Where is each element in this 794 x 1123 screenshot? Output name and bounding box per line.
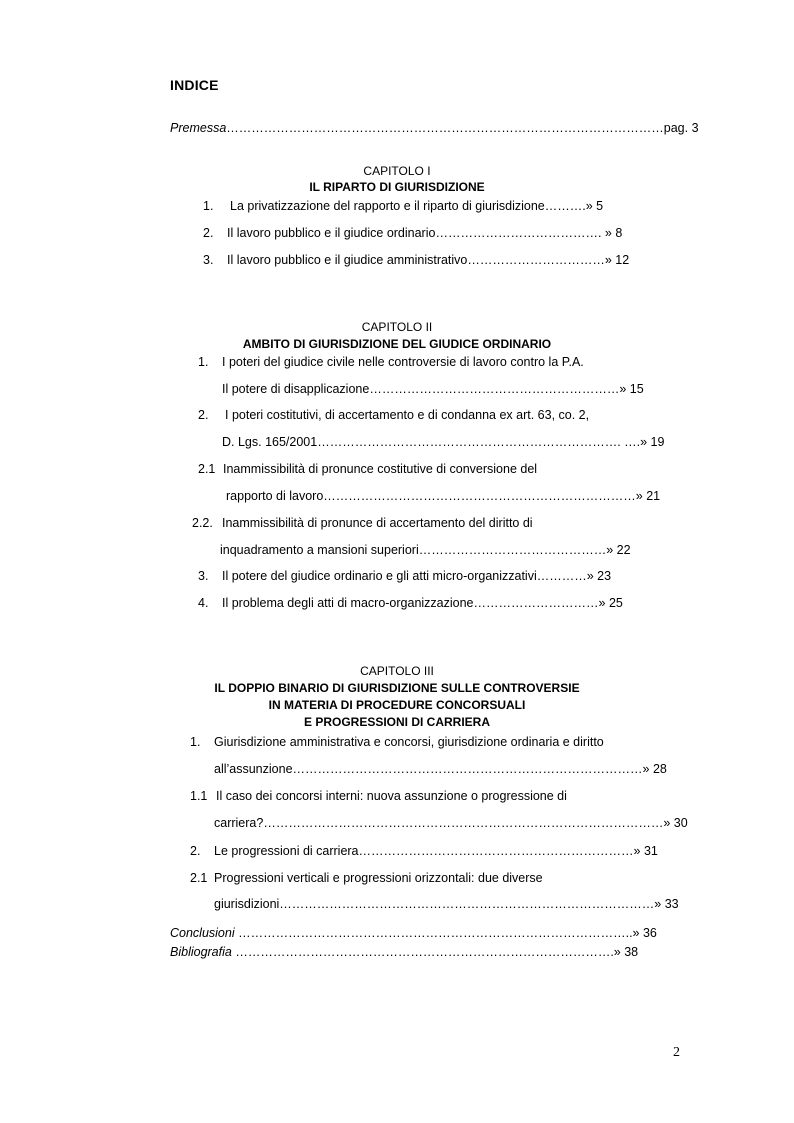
toc-entry bbox=[190, 871, 543, 885]
toc-entry bbox=[203, 199, 603, 213]
chapter-title: AMBITO DI GIURISDIZIONE DEL GIUDICE ORDINARIO bbox=[242, 337, 552, 351]
chapter-title: IL RIPARTO DI GIURISDIZIONE bbox=[309, 180, 485, 194]
toc-entry-text: Il problema degli atti di macro-organizzazione…………………………» 25 bbox=[222, 596, 623, 610]
toc-entry-number: 1. bbox=[198, 355, 209, 369]
toc-entry bbox=[190, 789, 567, 803]
chapter-title-line: E PROGRESSIONI DI CARRIERA bbox=[303, 715, 491, 729]
toc-entry-text: I poteri costitutivi, di accertamento e di condanna ex art. 63, co. 2, bbox=[225, 408, 590, 422]
toc-entry-premessa bbox=[170, 121, 699, 135]
toc-leader-dots: ……………………………………………………………………………….» 38 bbox=[235, 945, 639, 959]
chapter-title-line: IL DOPPIO BINARIO DI GIURISDIZIONE SULLE CONTROVERSIE bbox=[214, 681, 580, 695]
toc-entry-number: 2.1 bbox=[198, 462, 216, 476]
toc-entry bbox=[198, 569, 611, 583]
toc-entry bbox=[198, 462, 537, 476]
toc-entry-number: 4. bbox=[198, 596, 209, 610]
toc-entry-text: Inammissibilità di pronunce di accertamento del diritto di bbox=[222, 516, 533, 530]
toc-entry-label: Bibliografia bbox=[170, 945, 232, 959]
toc-entry-number: 3. bbox=[203, 253, 214, 267]
toc-entry-conclusioni bbox=[170, 926, 657, 940]
toc-entry bbox=[203, 226, 622, 240]
toc-entry-text: Progressioni verticali e progressioni orizzontali: due diverse bbox=[214, 871, 543, 885]
toc-entry-label: Conclusioni bbox=[170, 926, 235, 940]
chapter-title-line: IN MATERIA DI PROCEDURE CONCORSUALI bbox=[268, 698, 526, 712]
toc-entry bbox=[203, 253, 629, 267]
toc-entry-number: 1. bbox=[190, 735, 201, 749]
toc-entry bbox=[198, 408, 589, 422]
chapter-heading: CAPITOLO II bbox=[361, 320, 433, 334]
toc-entry-number: 1. bbox=[203, 199, 214, 213]
toc-entry-text: Il caso dei concorsi interni: nuova assunzione o progressione di bbox=[216, 789, 567, 803]
toc-entry-number: 2. bbox=[198, 408, 209, 422]
toc-entry-text: La privatizzazione del rapporto e il riparto di giurisdizione……….» 5 bbox=[230, 199, 604, 213]
toc-entry-continuation: inquadramento a mansioni superiori………………………………………» 22 bbox=[220, 543, 631, 557]
toc-entry-continuation: giurisdizioni………………………………………………………………………………» 33 bbox=[214, 897, 679, 911]
toc-entry-continuation: D. Lgs. 165/2001………………………………………………………………. ….» 19 bbox=[222, 435, 665, 449]
toc-entry-text: Giurisdizione amministrativa e concorsi, giurisdizione ordinaria e diritto bbox=[214, 735, 604, 749]
toc-entry bbox=[198, 355, 584, 369]
chapter-heading: CAPITOLO III bbox=[360, 664, 434, 678]
toc-entry-text: Il potere del giudice ordinario e gli atti micro-organizzativi…………» 23 bbox=[222, 569, 612, 583]
toc-entry-text: Il lavoro pubblico e il giudice ordinario…………………………………. » 8 bbox=[227, 226, 623, 240]
toc-entry-number: 2. bbox=[203, 226, 214, 240]
toc-leader-dots: …………………………………………………………………………………..» 36 bbox=[238, 926, 657, 940]
chapter-heading: CAPITOLO I bbox=[363, 164, 431, 178]
toc-entry-text: Inammissibilità di pronunce costitutive di conversione del bbox=[223, 462, 538, 476]
toc-page-ref: pag. 3 bbox=[663, 121, 699, 135]
toc-entry-continuation: carriera?……………………………………………………………………………………» 30 bbox=[214, 816, 688, 830]
toc-entry-text: Le progressioni di carriera…………………………………………………………» 31 bbox=[214, 844, 658, 858]
toc-entry bbox=[192, 516, 533, 530]
page-number: 2 bbox=[673, 1045, 680, 1060]
toc-leader-dots: …………………………………………………………………………………………… bbox=[226, 121, 664, 135]
toc-entry-number: 3. bbox=[198, 569, 209, 583]
toc-entry bbox=[190, 844, 658, 858]
toc-entry-number: 2.1 bbox=[190, 871, 208, 885]
toc-entry-number: 1.1 bbox=[190, 789, 208, 803]
toc-entry-number: 2.2. bbox=[192, 516, 213, 530]
toc-entry-continuation: rapporto di lavoro…………………………………………………………………» 21 bbox=[226, 489, 661, 503]
page-title: INDICE bbox=[170, 77, 219, 93]
toc-entry-number: 2. bbox=[190, 844, 201, 858]
toc-entry-continuation: Il potere di disapplicazione……………………………………………………» 15 bbox=[222, 382, 644, 396]
toc-entry-label: Premessa bbox=[170, 121, 227, 135]
toc-entry-text: I poteri del giudice civile nelle controversie di lavoro contro la P.A. bbox=[222, 355, 584, 369]
toc-entry-continuation: all’assunzione…………………………………………………………………………» 28 bbox=[214, 762, 667, 776]
toc-entry-text: Il lavoro pubblico e il giudice amministrativo……………………………» 12 bbox=[227, 253, 630, 267]
toc-entry-bibliografia bbox=[170, 945, 638, 959]
toc-entry bbox=[190, 735, 604, 749]
toc-entry bbox=[198, 596, 623, 610]
